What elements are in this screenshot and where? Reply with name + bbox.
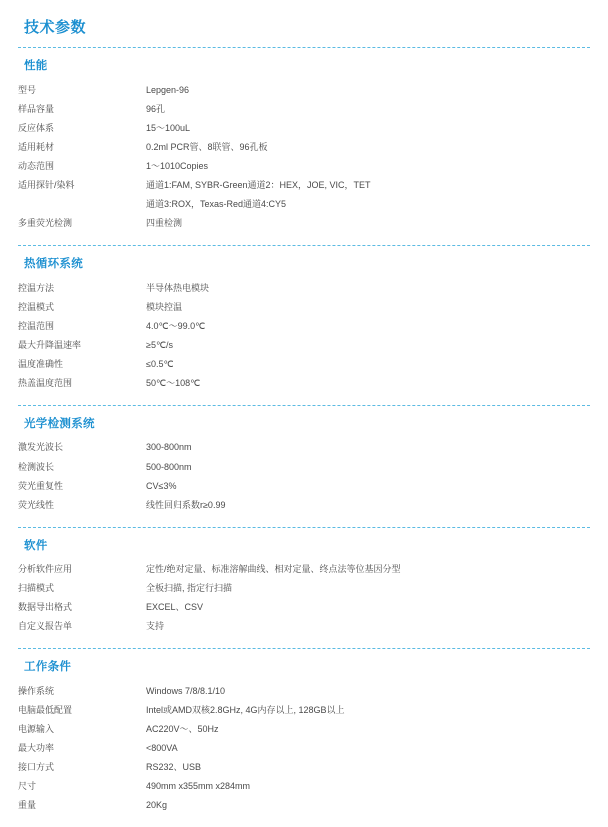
spec-key: 最大升降温速率 [18, 340, 82, 351]
spec-table [18, 681, 590, 815]
section-thermal-cycling [18, 245, 590, 405]
table-row [18, 297, 590, 316]
table-row [18, 80, 590, 99]
spec-key: 电源输入 [18, 723, 55, 734]
spec-value: Intel或AMD双核2.8GHz, 4G内存以上, 128GB以上 [146, 704, 345, 715]
table-row [18, 598, 590, 617]
table-row [18, 278, 590, 297]
spec-value: 96孔 [146, 103, 166, 114]
spec-value: 4.0℃～99.0℃ [146, 320, 206, 331]
table-row [18, 617, 590, 636]
table-row [18, 316, 590, 335]
spec-value: ≤0.5℃ [146, 359, 174, 370]
spec-key: 激发光波长 [18, 442, 64, 453]
spec-value: ≥5℃/s [146, 340, 174, 351]
spec-value: RS232、USB [146, 762, 202, 773]
spec-value [146, 176, 590, 214]
spec-value: 半导体热电模块 [146, 282, 210, 293]
table-row [18, 214, 590, 233]
table-row [18, 355, 590, 374]
spec-table [18, 278, 590, 393]
spec-value: 500-800nm [146, 461, 192, 472]
spec-value: AC220V～、50Hz [146, 723, 219, 734]
spec-value: EXCEL、CSV [146, 602, 204, 613]
section-working-conditions [18, 648, 590, 827]
spec-key: 最大功率 [18, 743, 55, 754]
spec-value: CV≤3% [146, 480, 177, 491]
spec-key: 数据导出格式 [18, 602, 73, 613]
table-row [18, 579, 590, 598]
section-software [18, 527, 590, 649]
spec-value: 50℃～108℃ [146, 378, 201, 389]
spec-value: 15～100uL [146, 122, 191, 133]
spec-key: 荧光线性 [18, 499, 55, 510]
spec-table [18, 438, 590, 515]
spec-key: 分析软件应用 [18, 564, 73, 575]
spec-key: 电脑最低配置 [18, 704, 73, 715]
spec-key: 反应体系 [18, 122, 55, 133]
table-row [18, 99, 590, 118]
spec-key: 自定义报告单 [18, 621, 73, 632]
spec-key: 重量 [18, 800, 37, 811]
table-row [18, 176, 590, 214]
spec-key: 样品容量 [18, 103, 55, 114]
spec-value: 1～1010Copies [146, 161, 209, 172]
spec-key: 扫描模式 [18, 583, 55, 594]
spec-key: 荧光重复性 [18, 480, 64, 491]
spec-key: 操作系统 [18, 685, 55, 696]
spec-value: 支持 [146, 621, 165, 632]
spec-key: 型号 [18, 84, 37, 95]
table-row [18, 476, 590, 495]
spec-key: 控温范围 [18, 320, 55, 331]
spec-key: 适用耗材 [18, 141, 55, 152]
table-row [18, 438, 590, 457]
table-row [18, 118, 590, 137]
spec-value: 四重检测 [146, 218, 183, 229]
spec-key: 多重荧光检测 [18, 218, 73, 229]
section-body [18, 278, 590, 405]
spec-value: 定性/绝对定量、标准溶解曲线、相对定量、终点法等位基因分型 [146, 564, 401, 575]
spec-value-line1: 通道1:FAM, SYBR-Green通道2：HEX，JOE, VIC，TET [146, 180, 371, 191]
table-row [18, 719, 590, 738]
spec-value: 0.2ml PCR管、8联管、96孔板 [146, 141, 268, 152]
table-row [18, 758, 590, 777]
table-row [18, 157, 590, 176]
spec-table [18, 560, 590, 637]
table-row [18, 560, 590, 579]
spec-key: 动态范围 [18, 161, 55, 172]
spec-value: 模块控温 [146, 301, 183, 312]
spec-key: 检测波长 [18, 461, 55, 472]
section-optical-detection [18, 405, 590, 527]
section-performance [18, 47, 590, 245]
table-row [18, 495, 590, 514]
section-heading: 工作条件 [24, 661, 72, 674]
spec-value: 300-800nm [146, 442, 192, 453]
table-row [18, 681, 590, 700]
spec-key: 接口方式 [18, 762, 55, 773]
table-row [18, 700, 590, 719]
spec-table [18, 80, 590, 233]
spec-value: 线性回归系数r≥0.99 [146, 499, 226, 510]
section-heading: 性能 [24, 60, 48, 72]
spec-value: 20Kg [146, 800, 168, 811]
spec-key: 适用探针/染料 [18, 180, 75, 191]
table-row [18, 457, 590, 476]
section-heading: 光学检测系统 [24, 417, 95, 430]
section-body [18, 681, 590, 827]
spec-value-line2: 通道3:ROX，Texas-Red通道4:CY5 [146, 199, 287, 210]
spec-key: 温度准确性 [18, 359, 64, 370]
section-body [18, 80, 590, 245]
table-row [18, 739, 590, 758]
spec-key: 控温方法 [18, 282, 55, 293]
spec-value: Windows 7/8/8.1/10 [146, 685, 226, 696]
section-body [18, 560, 590, 649]
table-row [18, 336, 590, 355]
table-row [18, 374, 590, 393]
section-body [18, 438, 590, 527]
spec-key: 控温模式 [18, 301, 55, 312]
page-title: 技术参数 [24, 19, 87, 36]
spec-key: 尺寸 [18, 781, 37, 792]
section-heading: 软件 [24, 539, 48, 552]
spec-value: Lepgen-96 [146, 84, 190, 95]
section-heading: 热循环系统 [24, 258, 83, 271]
spec-value: 490mm x355mm x284mm [146, 781, 251, 792]
spec-value: <800VA [146, 743, 178, 754]
spec-value: 全板扫描, 指定行扫描 [146, 583, 233, 594]
spec-key: 热盖温度范围 [18, 378, 73, 389]
table-row [18, 777, 590, 796]
table-row [18, 796, 590, 815]
table-row [18, 137, 590, 156]
